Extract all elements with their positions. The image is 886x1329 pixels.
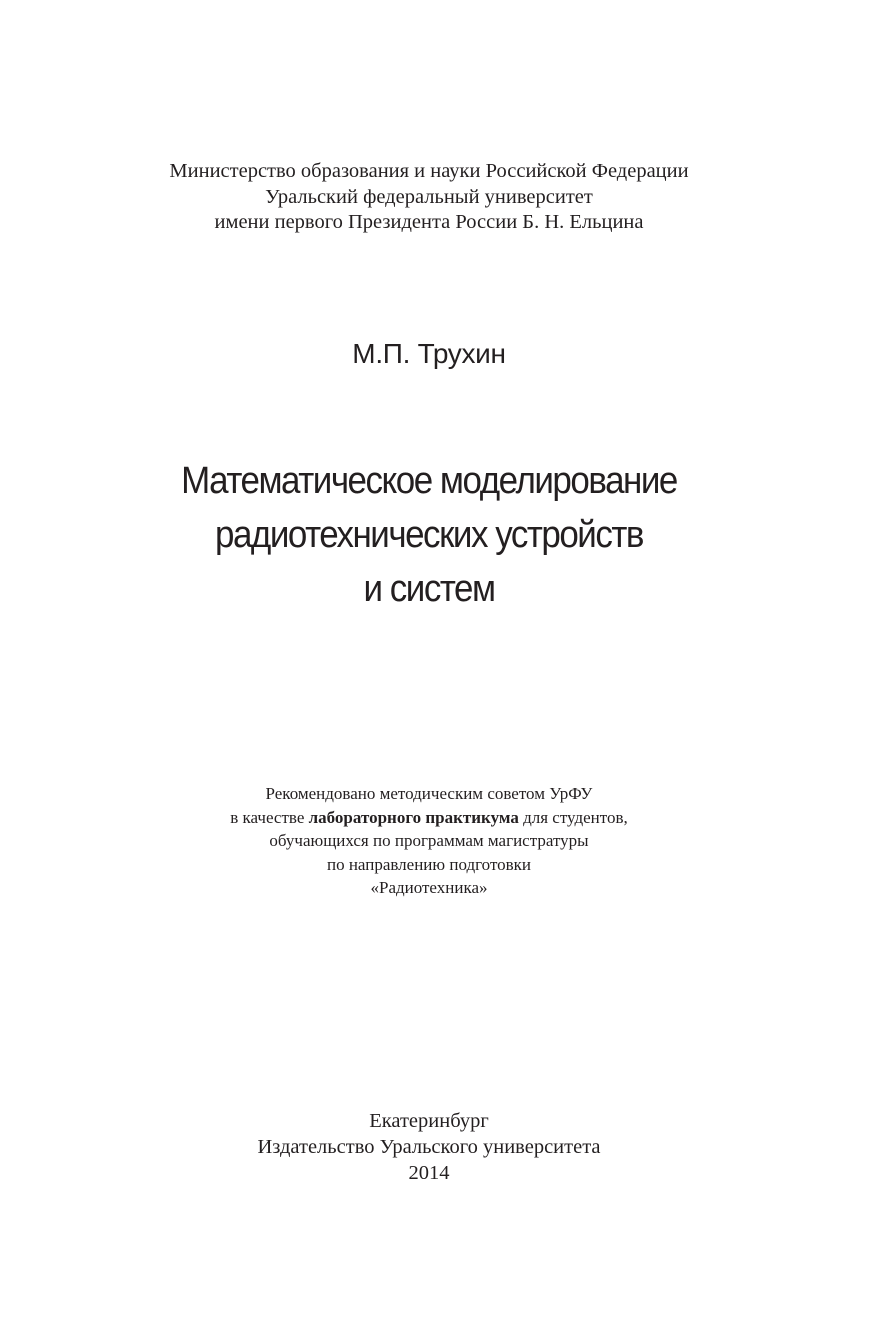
institution-header <box>0 159 858 236</box>
imprint-publisher: Издательство Уральского университета <box>257 1136 601 1158</box>
title-line-3: и систем <box>363 568 495 610</box>
recommendation-prefix: в качестве <box>230 807 309 827</box>
recommendation-line-1: Рекомендовано методическим советом УрФУ <box>265 784 593 803</box>
recommendation-suffix: для студентов, <box>518 807 628 827</box>
imprint <box>0 1108 858 1186</box>
recommendation-line-3: обучающихся по программам магистратуры <box>269 831 589 850</box>
recommendation-bold-phrase: лабораторного практикума <box>308 807 519 827</box>
book-title <box>34 454 823 616</box>
recommendation-line-2 <box>0 806 858 830</box>
university-dedication: имени первого Президента России Б. Н. Ельцина <box>214 211 644 233</box>
title-line-1: Математическое моделирование <box>181 460 677 502</box>
recommendation-line-4: по направлению подготовки <box>326 854 532 874</box>
recommendation-note <box>0 782 858 900</box>
imprint-year: 2014 <box>408 1162 450 1184</box>
author-name: М.П. Трухин <box>352 338 506 369</box>
title-line-2: радиотехнических устройств <box>214 514 644 556</box>
recommendation-line-5: «Радиотехника» <box>370 878 488 897</box>
ministry-name: Министерство образования и науки Российской Федерации <box>169 160 689 182</box>
imprint-city: Екатеринбург <box>369 1110 489 1132</box>
university-name: Уральский федеральный университет <box>265 185 593 208</box>
